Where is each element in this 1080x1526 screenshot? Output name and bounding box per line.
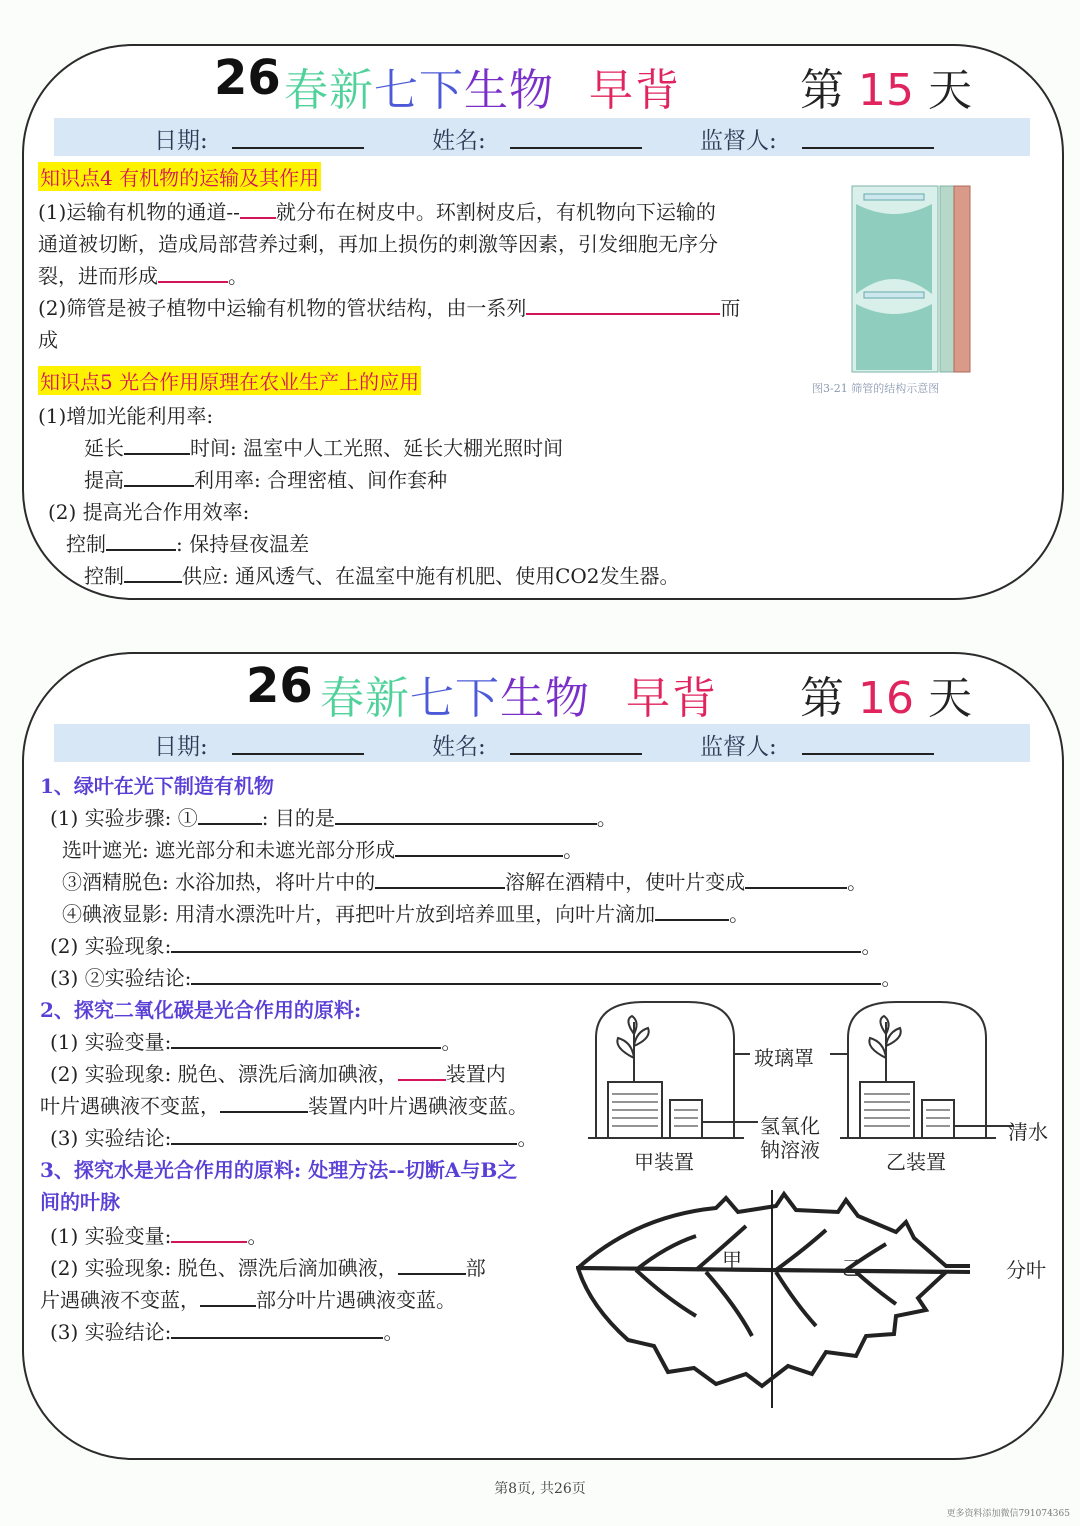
leaf-part-jia: 甲: [722, 1248, 742, 1272]
title-part-c: 生物: [464, 65, 554, 116]
s2-l2b: 装置内: [445, 1062, 506, 1086]
s1-line3: [62, 866, 867, 895]
header-number: 26: [214, 50, 281, 106]
kp5-l3a: 提高: [84, 468, 124, 492]
kp4-line3: [38, 260, 248, 289]
title-part-b: 七下: [410, 673, 500, 724]
blank[interactable]: [335, 807, 597, 825]
s2-l4b: 。: [517, 1126, 538, 1150]
kp5-line4: (2) 提高光合作用效率:: [48, 500, 250, 524]
day-prefix: 第: [800, 673, 844, 724]
kp5-line5: [66, 528, 309, 557]
header-day: [800, 54, 972, 118]
s2-l3b: 装置内叶片遇碘液变蓝。: [308, 1094, 528, 1118]
s3-l3b: 部分叶片遇碘液变蓝。: [256, 1288, 456, 1312]
day16-header: [24, 658, 1062, 730]
kp5-l6b: 供应: 通风透气、在温室中施有机肥、使用CO2发生器。: [182, 564, 680, 588]
kp4-l3b: 。: [228, 264, 248, 288]
blank[interactable]: [655, 903, 729, 921]
supervisor-field[interactable]: [802, 147, 934, 149]
kp5-l5a: 控制: [66, 532, 106, 556]
s1-l6a: (3) ②实验结论:: [50, 966, 192, 990]
day-number: 15: [858, 65, 914, 116]
s3-l2b: 部: [465, 1256, 486, 1280]
kp5-l3b: 利用率: 合理密植、间作套种: [194, 468, 448, 492]
s2-line4: [50, 1122, 537, 1151]
blank[interactable]: [171, 935, 861, 953]
blank[interactable]: [375, 871, 505, 889]
kp5-line1: (1)增加光能利用率:: [38, 404, 214, 428]
date-label: 日期:: [154, 128, 208, 154]
sieve-tube-figure: [850, 184, 972, 374]
s1-l3c: 。: [847, 870, 868, 894]
s1-l1b: : 目的是: [261, 806, 335, 830]
blank[interactable]: [171, 1321, 383, 1339]
blank[interactable]: [191, 967, 881, 985]
info-bar: [54, 724, 1030, 762]
section2-title: 2、探究二氧化碳是光合作用的原料:: [40, 998, 362, 1022]
s3-l1a: (1) 实验变量:: [50, 1224, 172, 1248]
blank[interactable]: [124, 565, 182, 583]
blank[interactable]: [171, 1127, 517, 1145]
s3-line2: [50, 1252, 486, 1281]
date-field[interactable]: [232, 147, 364, 149]
s1-line6: [50, 962, 901, 991]
s1-l3a: ③酒精脱色: 水浴加热，将叶片中的: [62, 870, 376, 894]
s1-l4b: 。: [729, 902, 750, 926]
name-label: 姓名:: [432, 734, 486, 760]
blank[interactable]: [171, 1031, 441, 1049]
blank[interactable]: [240, 201, 276, 219]
title-part-a: 春新: [320, 673, 410, 724]
blank[interactable]: [106, 533, 176, 551]
s1-l4a: ④碘液显影: 用清水漂洗叶片，再把叶片放到培养皿里，向叶片滴加: [62, 902, 656, 926]
figure-caption: 图3-21 筛管的结构示意图: [812, 382, 940, 395]
s1-line1: [50, 802, 617, 831]
s3-l4b: 。: [383, 1320, 404, 1344]
day-number: 16: [858, 673, 914, 724]
name-label: 姓名:: [432, 128, 486, 154]
glass-cover-label: 玻璃罩: [754, 1046, 814, 1070]
kp5-line3: [84, 464, 447, 493]
kp4-l1a: (1)运输有机物的通道--: [38, 200, 240, 224]
title-part-b: 七下: [374, 65, 464, 116]
s1-line2: [62, 834, 583, 863]
blank[interactable]: [745, 871, 847, 889]
day-suffix: 天: [928, 673, 972, 724]
s1-l1a: (1) 实验步骤: ①: [50, 806, 198, 830]
s2-line3: [40, 1090, 528, 1119]
date-field[interactable]: [232, 753, 364, 755]
s2-l2a: (2) 实验现象: 脱色、漂洗后滴加碘液，: [50, 1062, 398, 1086]
kp5-line2: [84, 432, 563, 461]
date-label: 日期:: [154, 734, 208, 760]
blank[interactable]: [398, 1257, 466, 1275]
supervisor-field[interactable]: [802, 753, 934, 755]
s1-l6b: 。: [881, 966, 902, 990]
leaf-part-yi: 乙: [842, 1256, 862, 1280]
day-suffix: 天: [928, 65, 972, 116]
blank[interactable]: [124, 469, 194, 487]
day-prefix: 第: [800, 65, 844, 116]
s2-l3a: 叶片遇碘液不变蓝，: [40, 1094, 220, 1118]
device-jia-label: 甲装置: [634, 1150, 694, 1174]
name-field[interactable]: [510, 753, 642, 755]
title-part-a: 春新: [284, 65, 374, 116]
section3-title-line2: 间的叶脉: [40, 1190, 120, 1214]
s1-l2b: 。: [563, 838, 584, 862]
s3-line1: [50, 1220, 267, 1249]
day16-card: [22, 652, 1064, 1460]
section3-title-line1: 3、探究水是光合作用的原料: 处理方法--切断A与B之: [40, 1158, 518, 1182]
blank[interactable]: [220, 1095, 308, 1113]
s1-l5a: (2) 实验现象:: [50, 934, 172, 958]
kp4-line1: [38, 196, 716, 225]
header-number: 26: [246, 658, 313, 714]
kp4-l4b: 而: [720, 296, 741, 320]
kp5-l6a: 控制: [84, 564, 124, 588]
s1-l3b: 溶解在酒精中，使叶片变成: [505, 870, 746, 894]
supervisor-label: 监督人:: [700, 734, 777, 760]
kp5-tag: 知识点5 光合作用原理在农业生产上的应用: [38, 366, 421, 395]
kp5-l2a: 延长: [84, 436, 124, 460]
s1-l1c: 。: [596, 806, 617, 830]
kp4-line5: 成: [38, 328, 58, 352]
water-label: 清水: [1008, 1120, 1048, 1144]
leaf-figure: [576, 1186, 976, 1416]
naoh-label-1: 氢氧化: [760, 1114, 820, 1138]
kp4-l3a: 裂，进而形成: [38, 264, 158, 288]
s3-l2a: (2) 实验现象: 脱色、漂洗后滴加碘液，: [50, 1256, 398, 1280]
blank[interactable]: [526, 297, 720, 315]
s2-l1b: 。: [441, 1030, 462, 1054]
name-field[interactable]: [510, 147, 642, 149]
kp4-line4: [38, 292, 740, 321]
page-number: 第8页, 共26页: [494, 1481, 586, 1497]
s3-line3: [40, 1284, 456, 1313]
kp5-line6: [84, 560, 680, 589]
section1-title: 1、绿叶在光下制造有机物: [40, 774, 274, 798]
s2-line2: [50, 1058, 506, 1087]
header-subtitle: 早背: [589, 65, 681, 116]
s2-l1a: (1) 实验变量:: [50, 1030, 172, 1054]
blank[interactable]: [171, 1225, 247, 1243]
day15-header: [24, 50, 1062, 122]
day15-card: [22, 44, 1064, 600]
header-title: [320, 662, 590, 726]
blank[interactable]: [395, 839, 563, 857]
corner-note: 更多资料添加微信791074365: [946, 1509, 1070, 1519]
header-day: [800, 662, 972, 726]
naoh-label-2: 钠溶液: [760, 1138, 820, 1162]
s2-l4a: (3) 实验结论:: [50, 1126, 172, 1150]
title-part-c: 生物: [500, 673, 590, 724]
blank[interactable]: [200, 1289, 256, 1307]
blank[interactable]: [198, 807, 262, 825]
info-bar: [54, 118, 1030, 156]
s3-l1b: 。: [247, 1224, 268, 1248]
kp5-l2b: 时间: 温室中人工光照、延长大棚光照时间: [190, 436, 564, 460]
s2-line1: [50, 1026, 461, 1055]
kp4-l1b: 就分布在树皮中。环割树皮后，有机物向下运输的: [275, 200, 716, 224]
blank[interactable]: [124, 437, 190, 455]
kp4-l4a: (2)筛管是被子植物中运输有机物的管状结构，由一系列: [38, 296, 527, 320]
blank[interactable]: [398, 1063, 446, 1081]
leaf-side-label: 分叶: [1006, 1258, 1046, 1282]
kp4-line2: 通道被切断，造成局部营养过剩，再加上损伤的刺激等因素，引发细胞无序分: [38, 232, 718, 256]
s1-l2a: 选叶遮光: 遮光部分和未遮光部分形成: [62, 838, 396, 862]
device-yi-label: 乙装置: [886, 1150, 946, 1174]
s1-line4: [62, 898, 749, 927]
kp4-tag: 知识点4 有机物的运输及其作用: [38, 162, 321, 191]
s1-l5b: 。: [861, 934, 882, 958]
supervisor-label: 监督人:: [700, 128, 777, 154]
s3-l4a: (3) 实验结论:: [50, 1320, 172, 1344]
kp5-l5b: : 保持昼夜温差: [176, 532, 310, 556]
s3-l3a: 片遇碘液不变蓝，: [40, 1288, 200, 1312]
s3-line4: [50, 1316, 403, 1345]
s1-line5: [50, 930, 881, 959]
header-title: [284, 54, 554, 118]
header-subtitle: 早背: [626, 673, 718, 724]
blank[interactable]: [158, 265, 228, 283]
